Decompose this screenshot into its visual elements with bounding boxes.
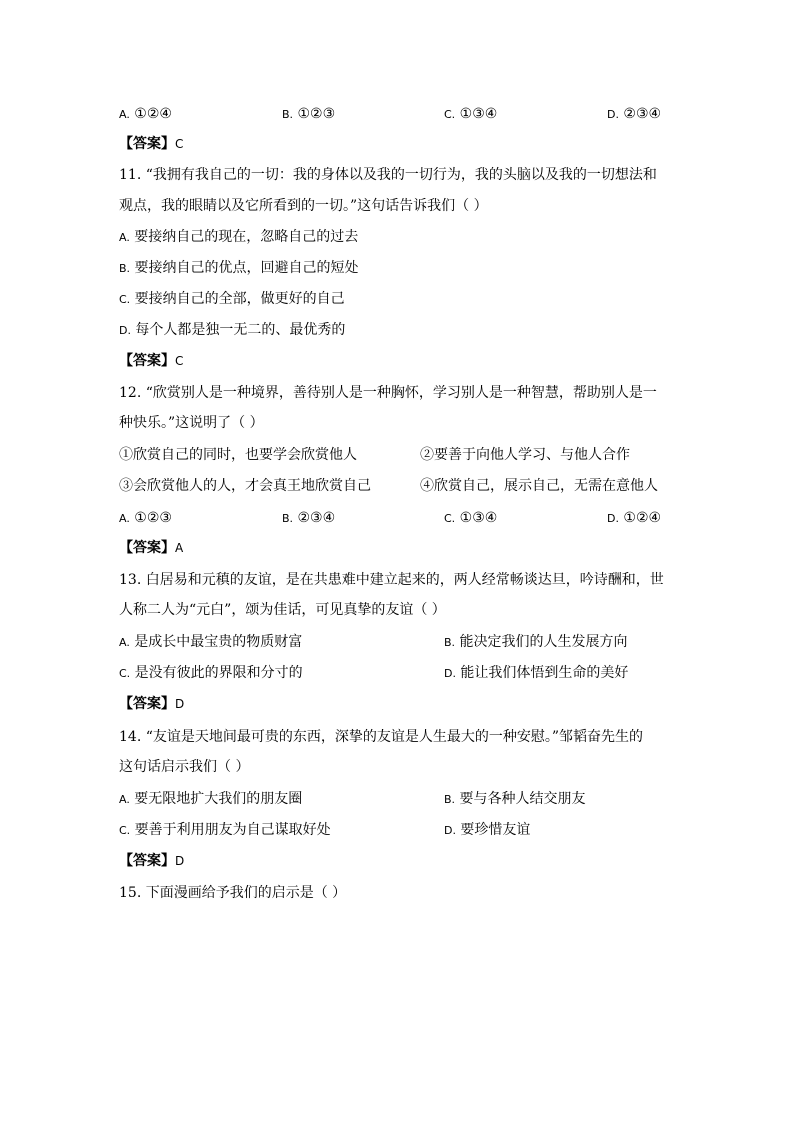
q11-option-a: A. 要接纳自己的现在，忽略自己的过去 (119, 229, 359, 245)
q12-answer: 【答案】A (119, 540, 184, 556)
q11-option-d: D. 每个人都是独一无二的、最优秀的 (119, 322, 346, 338)
q11-option-b: B. 要接纳自己的优点，回避自己的短处 (119, 260, 359, 276)
q13-option-a: A. 是成长中最宝贵的物质财富 (119, 634, 303, 650)
q12-statement-2: ②要善于向他人学习、与他人合作 (420, 447, 630, 463)
q12-stem-line2: 种快乐。”这说明了（ ） (119, 415, 264, 431)
q10-option-b: B. ①②③ (282, 106, 336, 122)
q14-option-c: C. 要善于利用朋友为自己谋取好处 (119, 822, 331, 838)
q10-option-d: D. ②③④ (607, 106, 662, 122)
q12-stem-line1: 12. “欣赏别人是一种境界，善待别人是一种胸怀，学习别人是一种智慧，帮助别人是一 (119, 385, 657, 401)
q12-statement-3: ③会欣赏他人的人，才会真王地欣赏自己 (119, 478, 371, 494)
q14-option-b: B. 要与各种人结交朋友 (444, 791, 586, 807)
q12-option-a: A. ①②③ (119, 510, 172, 526)
q11-stem-line2: 观点，我的眼睛以及它所看到的一切。”这句话告诉我们（ ） (119, 198, 488, 214)
q14-stem-line2: 这句话启示我们（ ） (119, 759, 250, 775)
q10-option-c: C. ①③④ (444, 106, 498, 122)
q13-answer: 【答案】D (119, 696, 185, 712)
q13-option-b: B. 能决定我们的人生发展方向 (444, 634, 628, 650)
q10-option-a: A. ①②④ (119, 106, 172, 122)
q14-answer: 【答案】D (119, 853, 185, 869)
q11-answer: 【答案】C (119, 353, 184, 369)
q13-stem-line1: 13. 白居易和元稹的友谊，是在共患难中建立起来的，两人经常畅谈达旦，吟诗酬和，世 (119, 572, 664, 588)
q13-option-c: C. 是没有彼此的界限和分寸的 (119, 665, 303, 681)
q14-option-a: A. 要无限地扩大我们的朋友圈 (119, 791, 303, 807)
q13-option-d: D. 能让我们体悟到生命的美好 (444, 665, 629, 681)
q11-stem-line1: 11. “我拥有我自己的一切：我的身体以及我的一切行为，我的头脑以及我的一切想法和 (119, 167, 657, 183)
q12-option-d: D. ①②④ (607, 510, 662, 526)
q12-statement-1: ①欣赏自己的同时，也要学会欣赏他人 (119, 447, 357, 463)
q15-stem-line1: 15. 下面漫画给予我们的启示是（ ） (119, 885, 347, 901)
q13-stem-line2: 人称二人为“元白”，颂为佳话，可见真挚的友谊（ ） (119, 602, 446, 618)
q14-stem-line1: 14. “友谊是天地间最可贵的东西，深挚的友谊是人生最大的一种安慰。”邹韬奋先生的 (119, 729, 644, 745)
q14-option-d: D. 要珍惜友谊 (444, 822, 531, 838)
q12-statement-4: ④欣赏自己，展示自己，无需在意他人 (420, 478, 658, 494)
q12-option-b: B. ②③④ (282, 510, 336, 526)
q11-option-c: C. 要接纳自己的全部，做更好的自己 (119, 291, 345, 307)
q12-option-c: C. ①③④ (444, 510, 498, 526)
q10-answer: 【答案】C (119, 136, 184, 152)
